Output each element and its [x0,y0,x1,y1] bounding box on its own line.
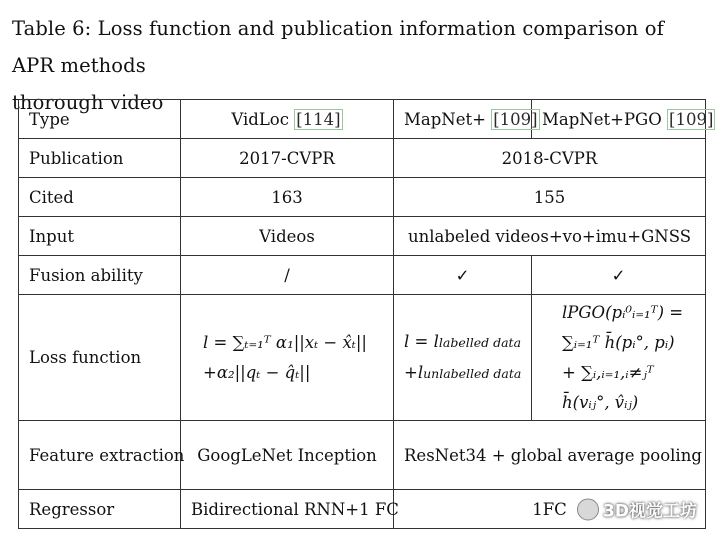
regressor-mapnet-value: 1FC [532,499,567,519]
method-name-pgo: MapNet+PGO [542,109,662,129]
cell-regressor-vidloc: Bidirectional RNN+1 FC [181,490,394,529]
loss-formula-vidloc-line2: +α₂||qₜ − q̂ₜ|| [203,362,311,382]
row-label-type: Type [19,100,181,139]
cell-feature-vidloc: GoogLeNet Inception [181,421,394,490]
cell-type-mapnet [394,100,538,139]
caption-line-2: thorough video [12,91,164,114]
cell-input-vidloc: Videos [181,217,394,256]
citation-ref-pgo[interactable]: [109] [669,109,714,129]
row-label-cited: Cited [19,178,181,217]
loss-formula-pgo-line4: h̄(vᵢⱼ°, v̂ᵢⱼ) [562,392,639,412]
row-label-feature: Feature extraction [19,421,181,490]
cell-type-pgo [532,100,714,139]
table-row-input [19,217,706,256]
row-label-loss: Loss function [19,295,181,421]
row-label-regressor: Regressor [19,490,181,529]
cell-fusion-mapnet: ✓ [394,256,532,295]
loss-formula-mapnet-line2 [404,358,521,389]
table-row-fusion [19,256,706,295]
loss-formula-mapnet-term1: l = l [404,331,439,351]
row-label-fusion: Fusion ability [19,256,181,295]
cell-feature-mapnet: ResNet34 + global average pooling [394,421,706,490]
row-label-input: Input [19,217,181,256]
cell-regressor-mapnet [394,490,706,529]
cell-loss-pgo [532,295,706,421]
loss-formula-pgo-line2: ∑ᵢ₌₁ᵀ h̄(pᵢ°, pᵢ) [562,332,675,352]
loss-formula-pgo-line3: + ∑ᵢ,ᵢ₌₁,ᵢ≠ⱼᵀ [562,362,654,382]
row-label-publication: Publication [19,139,181,178]
cell-input-mapnet: unlabeled videos+vo+imu+GNSS [394,217,706,256]
loss-formula-mapnet-line1 [404,327,521,358]
table-row-loss [19,295,706,421]
method-name-vidloc: VidLoc [231,109,289,129]
cell-cited-mapnet: 155 [394,178,706,217]
loss-formula-mapnet-sub1: labelled data [438,334,522,350]
comparison-table [18,99,714,529]
cell-fusion-vidloc: / [181,256,394,295]
watermark [577,497,697,522]
cell-fusion-pgo: ✓ [532,256,706,295]
loss-formula-pgo-line1: lPGO(pᵢ⁰ᵢ₌₁ᵀ) = [562,302,684,322]
loss-formula-vidloc-line1: l = ∑ₜ₌₁ᵀ α₁||xₜ − x̂ₜ|| [203,332,367,352]
table-row-regressor [19,490,706,529]
table-row-publication [19,139,706,178]
cell-publication-vidloc: 2017-CVPR [181,139,394,178]
method-name-mapnet: MapNet+ [404,109,486,129]
citation-ref-vidloc[interactable]: [114] [296,109,341,129]
loss-formula-mapnet-term2: +l [404,362,424,382]
watermark-text: 3D视觉工坊 [603,501,697,522]
citation-ref-mapnet[interactable]: [109] [493,109,538,129]
cell-loss-vidloc [181,295,394,421]
cell-publication-mapnet: 2018-CVPR [394,139,706,178]
table-row-type [19,100,706,139]
table-row-cited [19,178,706,217]
caption-line-1: Table 6: Loss function and publication information comparison of APR methods [12,17,664,77]
table-row-feature [19,421,706,490]
loss-formula-mapnet-sub2: unlabelled data [423,365,522,381]
cell-loss-mapnet [394,295,532,421]
cell-cited-vidloc: 163 [181,178,394,217]
watermark-logo-icon [577,498,599,520]
cell-type-vidloc [181,100,394,139]
